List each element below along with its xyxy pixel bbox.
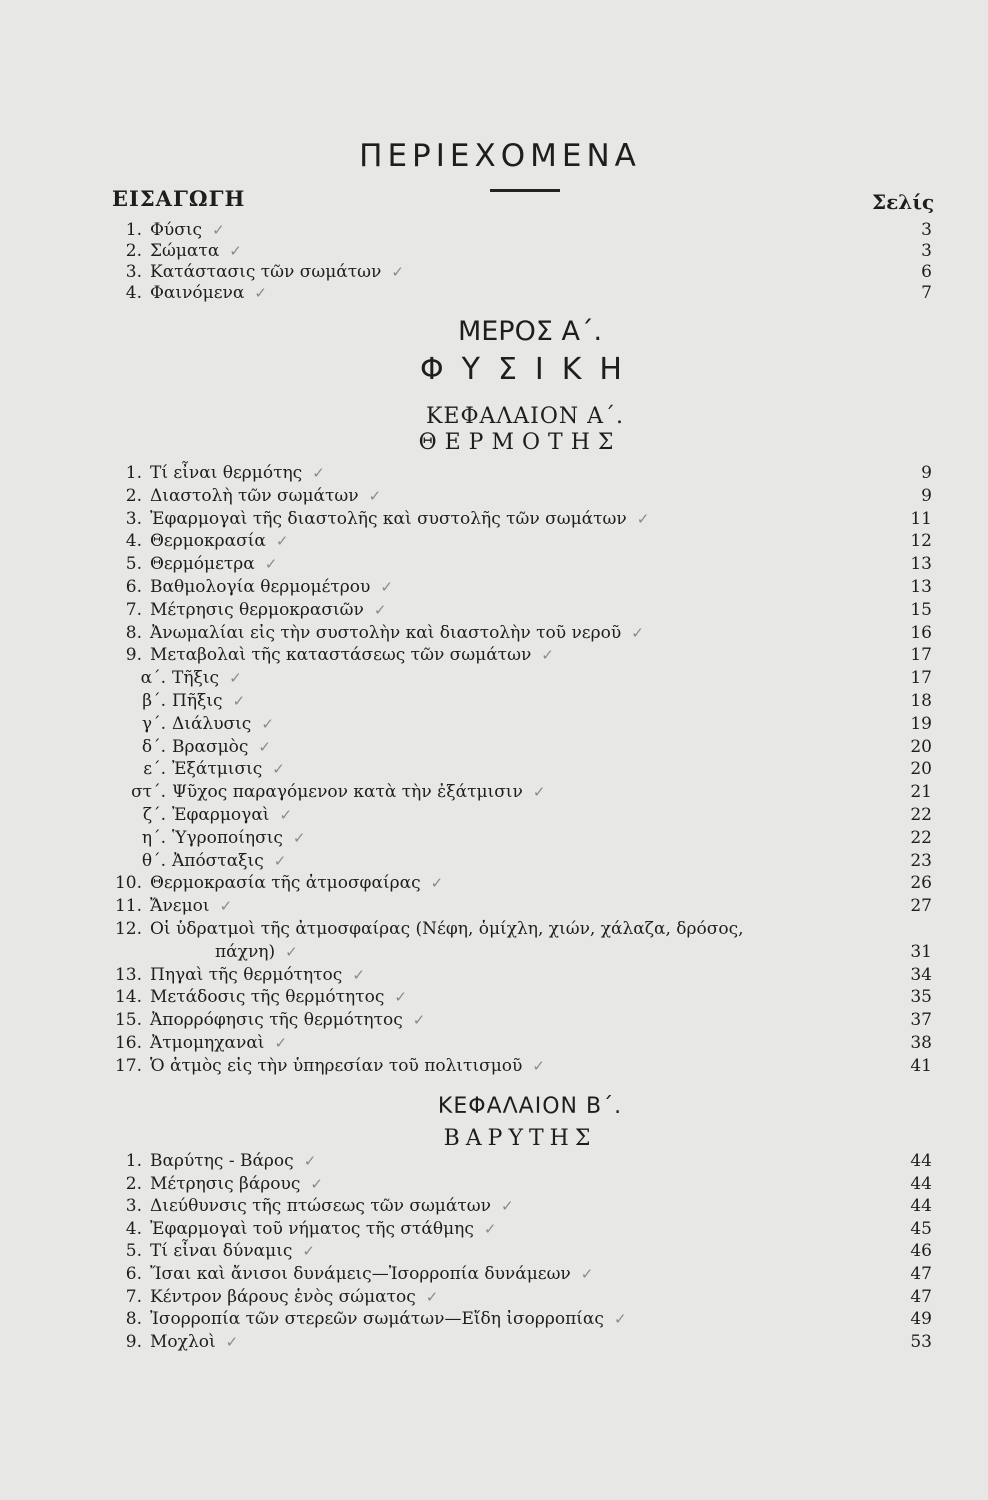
toc-entry xyxy=(0,1195,988,1217)
toc-entry-page: 44 xyxy=(910,1196,932,1217)
toc-entry-page: 21 xyxy=(910,782,932,803)
toc-entry-title: Ψῦχος παραγόμενον κατὰ τὴν ἐξάτμισιν ✓ xyxy=(172,782,546,803)
toc-entry xyxy=(0,1240,988,1262)
toc-entry xyxy=(0,1286,988,1308)
pencil-checkmark-icon: ✓ xyxy=(229,242,242,260)
toc-entry xyxy=(0,599,988,621)
toc-entry xyxy=(0,736,988,758)
toc-entry-number: γ΄. xyxy=(141,713,166,734)
pencil-checkmark-icon: ✓ xyxy=(532,783,546,802)
pencil-checkmark-icon: ✓ xyxy=(254,284,267,302)
toc-entry xyxy=(0,1173,988,1195)
toc-entry-title: Βαθμολογία θερμομέτρου ✓ xyxy=(150,577,393,597)
pencil-checkmark-icon: ✓ xyxy=(302,1242,315,1261)
subject-title: ΦΥΣΙΚΗ xyxy=(420,352,640,387)
introduction-heading: ΕΙΣΑΓΩΓΗ xyxy=(112,186,246,211)
toc-entry-title: Βαρύτης - Βάρος ✓ xyxy=(150,1151,317,1171)
toc-entry-title: Θερμοκρασία ✓ xyxy=(150,531,289,552)
pencil-checkmark-icon: ✓ xyxy=(394,988,407,1007)
toc-entry xyxy=(0,941,988,963)
toc-entry-title: Πῆξις ✓ xyxy=(172,691,246,711)
toc-entry-title: Θερμόμετρα ✓ xyxy=(150,554,278,575)
toc-entry-page: 20 xyxy=(910,759,932,780)
chapter-2-title: ΒΑΡΥΤΗΣ xyxy=(443,1126,597,1151)
part-title: ΜΕΡΟΣ Α΄. xyxy=(457,316,603,347)
toc-entry-number: 17. xyxy=(114,1055,142,1076)
toc-entry-number: 14. xyxy=(114,987,142,1008)
toc-entry-title: Ἐξάτμισις ✓ xyxy=(172,759,285,780)
toc-entry xyxy=(0,758,988,780)
pencil-checkmark-icon: ✓ xyxy=(631,623,644,642)
toc-entry-title: Σώματα ✓ xyxy=(150,241,242,261)
pencil-checkmark-icon: ✓ xyxy=(258,737,271,756)
toc-entry xyxy=(0,1308,988,1330)
toc-entry-number: 11. xyxy=(114,896,142,917)
toc-entry xyxy=(0,781,988,803)
pencil-checkmark-icon: ✓ xyxy=(219,897,233,916)
toc-entry-title: Ἀνωμαλίαι εἰς τὴν συστολὴν καὶ διαστολὴν τοῦ νεροῦ ✓ xyxy=(150,622,644,643)
chapter-2-label: ΚΕΦΑΛΑΙΟΝ Β΄. xyxy=(437,1094,623,1119)
toc-entry-page: 37 xyxy=(910,1010,932,1031)
pencil-checkmark-icon: ✓ xyxy=(425,1287,439,1306)
toc-entry-page: 11 xyxy=(910,508,932,529)
toc-entry-page: 35 xyxy=(910,987,932,1008)
toc-entry-number: 1. xyxy=(125,1151,142,1171)
toc-entry-number: 13. xyxy=(114,964,142,985)
toc-entry-number: 4. xyxy=(125,531,142,552)
toc-entry xyxy=(0,690,988,712)
toc-entry xyxy=(0,576,988,598)
toc-entry-number: θ΄. xyxy=(141,850,166,871)
pencil-checkmark-icon: ✓ xyxy=(613,1310,627,1329)
pencil-checkmark-icon: ✓ xyxy=(580,1265,594,1283)
pencil-checkmark-icon: ✓ xyxy=(483,1219,497,1238)
toc-entry xyxy=(0,895,988,917)
toc-entry-page: 6 xyxy=(921,262,932,282)
pencil-checkmark-icon: ✓ xyxy=(274,1034,288,1052)
toc-entry xyxy=(0,1032,988,1054)
toc-entry xyxy=(0,1009,988,1031)
toc-entry-number: 12. xyxy=(114,919,142,939)
toc-entry-title: πάχνη) ✓ xyxy=(215,941,298,962)
toc-entry-page: 16 xyxy=(910,622,932,643)
toc-entry-page: 13 xyxy=(910,554,932,575)
pencil-checkmark-icon: ✓ xyxy=(264,555,278,574)
toc-entry xyxy=(0,219,988,241)
pencil-checkmark-icon: ✓ xyxy=(391,263,404,281)
toc-entry-title: Ἐφαρμογαὶ ✓ xyxy=(172,805,293,825)
toc-entry-number: 1. xyxy=(125,220,142,240)
toc-entry xyxy=(0,553,988,575)
toc-entry-number: 9. xyxy=(125,1331,142,1352)
toc-entry-title: Ἐφαρμογαὶ τοῦ νήματος τῆς στάθμης ✓ xyxy=(150,1218,497,1239)
toc-entry-number: 16. xyxy=(114,1033,142,1053)
toc-entry-title: Τῆξις ✓ xyxy=(172,668,242,689)
toc-entry xyxy=(0,1150,988,1172)
toc-entry-page: 34 xyxy=(910,964,932,985)
toc-entry xyxy=(0,240,988,262)
toc-entry-number: 4. xyxy=(125,1218,142,1239)
toc-entry-title: Βρασμὸς ✓ xyxy=(172,736,271,757)
toc-entry xyxy=(0,850,988,872)
toc-entry-number: 1. xyxy=(125,463,142,483)
toc-entry-page: 44 xyxy=(910,1151,932,1171)
toc-entry-title: Μοχλοὶ ✓ xyxy=(150,1331,239,1352)
toc-entry-page: 9 xyxy=(921,463,932,483)
toc-entry xyxy=(0,1331,988,1353)
pencil-checkmark-icon: ✓ xyxy=(310,1174,323,1193)
toc-entry-page: 19 xyxy=(910,713,932,734)
toc-entry-title: Τί εἶναι θερμότης ✓ xyxy=(150,463,325,483)
toc-entry-number: 10. xyxy=(114,873,142,894)
pencil-checkmark-icon: ✓ xyxy=(500,1197,514,1216)
toc-entry-title: Ἀπορρόφησις τῆς θερμότητος ✓ xyxy=(150,1010,426,1031)
toc-entry xyxy=(0,282,988,304)
toc-entry-title: Ἀτμομηχαναὶ ✓ xyxy=(150,1033,288,1053)
toc-entry xyxy=(0,918,988,940)
pencil-checkmark-icon: ✓ xyxy=(273,851,287,870)
toc-entry-title: Ἴσαι καὶ ἄνισοι δυνάμεις—Ἰσορροπία δυνάμεων ✓ xyxy=(150,1264,594,1284)
toc-entry xyxy=(0,713,988,735)
toc-entry-page: 17 xyxy=(910,668,932,689)
toc-entry xyxy=(0,1263,988,1285)
toc-entry-page: 9 xyxy=(921,485,932,506)
toc-entry-page: 3 xyxy=(921,220,932,240)
toc-entry xyxy=(0,964,988,986)
toc-entry-page: 38 xyxy=(910,1033,932,1053)
toc-entry-page: 53 xyxy=(910,1331,932,1352)
toc-entry xyxy=(0,261,988,283)
toc-entry-title: Μετάδοσις τῆς θερμότητος ✓ xyxy=(150,987,407,1008)
pencil-checkmark-icon: ✓ xyxy=(292,828,306,847)
toc-entry-number: 9. xyxy=(125,645,142,666)
toc-entry-page: 31 xyxy=(910,941,932,962)
toc-entry-title: Ἀπόσταξις ✓ xyxy=(172,850,287,871)
toc-entry-page: 17 xyxy=(910,645,932,666)
toc-entry-number: 3. xyxy=(125,508,142,529)
toc-entry-number: στ΄. xyxy=(131,782,166,803)
toc-entry-number: 8. xyxy=(125,1309,142,1330)
pencil-checkmark-icon: ✓ xyxy=(532,1056,545,1075)
toc-entry-number: 3. xyxy=(125,262,142,282)
title-rule xyxy=(490,189,560,192)
toc-entry-number: δ΄. xyxy=(141,736,166,757)
chapter-1-label: ΚΕΦΑΛΑΙΟΝ Α΄. xyxy=(425,404,625,429)
toc-entry-page: 15 xyxy=(910,599,932,620)
toc-entry-number: 2. xyxy=(125,241,142,261)
toc-entry xyxy=(0,462,988,484)
pencil-checkmark-icon: ✓ xyxy=(541,646,554,665)
toc-entry-title: Πηγαὶ τῆς θερμότητος ✓ xyxy=(150,964,365,985)
toc-entry-page: 47 xyxy=(910,1264,932,1284)
toc-entry xyxy=(0,1055,988,1077)
pencil-checkmark-icon: ✓ xyxy=(285,942,298,961)
toc-entry-page: 23 xyxy=(910,850,932,871)
toc-entry-page: 26 xyxy=(910,873,932,894)
pencil-checkmark-icon: ✓ xyxy=(261,714,274,733)
toc-entry-number: 7. xyxy=(125,599,142,620)
toc-entry-number: 2. xyxy=(125,1173,142,1194)
toc-entry xyxy=(0,872,988,894)
toc-entry-page: 49 xyxy=(910,1309,932,1330)
pencil-checkmark-icon: ✓ xyxy=(275,532,289,551)
toc-entry-title: Κατάστασις τῶν σωμάτων ✓ xyxy=(150,262,404,282)
toc-entry-title: Κέντρον βάρους ἑνὸς σώματος ✓ xyxy=(150,1286,439,1307)
toc-entry-title: Διεύθυνσις τῆς πτώσεως τῶν σωμάτων ✓ xyxy=(150,1196,514,1217)
toc-entry-title: Μεταβολαὶ τῆς καταστάσεως τῶν σωμάτων ✓ xyxy=(150,645,554,666)
pencil-checkmark-icon: ✓ xyxy=(229,669,242,688)
toc-entry-title: Μέτρησις βάρους ✓ xyxy=(150,1173,323,1194)
toc-entry-title: Θερμοκρασία τῆς ἀτμοσφαίρας ✓ xyxy=(150,873,444,894)
toc-entry-page: 13 xyxy=(910,577,932,597)
toc-entry-title: Ἐφαρμογαὶ τῆς διαστολῆς καὶ συστολῆς τῶν σωμάτων ✓ xyxy=(150,508,650,529)
pencil-checkmark-icon: ✓ xyxy=(352,965,365,984)
toc-entry-number: 3. xyxy=(125,1196,142,1217)
page-title: ΠΕΡΙΕΧΟΜΕΝΑ xyxy=(359,138,641,174)
chapter-1-title: ΘΕΡΜΟΤΗΣ xyxy=(418,430,622,455)
toc-entry-page: 12 xyxy=(910,531,932,552)
toc-entry-page: 18 xyxy=(910,691,932,711)
page-column-header: Σελίς xyxy=(872,190,935,214)
toc-entry-number: 7. xyxy=(125,1286,142,1307)
toc-entry-page: 22 xyxy=(910,827,932,848)
pencil-checkmark-icon: ✓ xyxy=(225,1332,239,1351)
pencil-checkmark-icon: ✓ xyxy=(412,1011,426,1030)
toc-entry-number: 8. xyxy=(125,622,142,643)
toc-entry-number: 6. xyxy=(125,577,142,597)
toc-entry-number: ζ΄. xyxy=(142,805,166,825)
toc-entry xyxy=(0,986,988,1008)
toc-entry-page: 46 xyxy=(910,1241,932,1262)
toc-entry-title: Οἱ ὑδρατμοὶ τῆς ἀτμοσφαίρας (Νέφη, ὁμίχλη, χιών, χάλαζα, δρόσος, xyxy=(150,919,744,939)
toc-entry-number: 2. xyxy=(125,485,142,506)
toc-entry-title: Τί εἶναι δύναμις ✓ xyxy=(150,1241,315,1262)
pencil-checkmark-icon: ✓ xyxy=(212,221,225,239)
toc-entry-title: Μέτρησις θερμοκρασιῶν ✓ xyxy=(150,599,387,620)
toc-entry xyxy=(0,1218,988,1240)
toc-entry-page: 44 xyxy=(910,1173,932,1194)
toc-entry-number: β΄. xyxy=(142,691,166,711)
toc-entry-page: 45 xyxy=(910,1218,932,1239)
toc-entry-number: 15. xyxy=(114,1010,142,1031)
toc-entry-page: 41 xyxy=(910,1055,932,1076)
toc-entry xyxy=(0,667,988,689)
toc-entry-page: 7 xyxy=(921,283,932,303)
toc-entry xyxy=(0,644,988,666)
pencil-checkmark-icon: ✓ xyxy=(312,464,325,482)
toc-entry-page: 22 xyxy=(910,805,932,825)
toc-entry-title: Ἰσορροπία τῶν στερεῶν σωμάτων—Εἴδη ἰσορροπίας ✓ xyxy=(150,1309,627,1330)
toc-entry-title: Ἄνεμοι ✓ xyxy=(150,896,233,917)
toc-entry-number: ε΄. xyxy=(143,759,166,780)
toc-entry-number: α΄. xyxy=(140,668,166,689)
pencil-checkmark-icon: ✓ xyxy=(368,486,382,505)
toc-entry-title: Φαινόμενα ✓ xyxy=(150,283,267,303)
toc-entry-number: 4. xyxy=(125,283,142,303)
toc-entry-page: 20 xyxy=(910,736,932,757)
toc-entry-page: 27 xyxy=(910,896,932,917)
toc-entry-title: Διάλυσις ✓ xyxy=(172,713,274,734)
toc-entry-number: η΄. xyxy=(141,827,166,848)
toc-entry-page: 47 xyxy=(910,1286,932,1307)
toc-entry xyxy=(0,485,988,507)
pencil-checkmark-icon: ✓ xyxy=(272,760,285,779)
toc-entry xyxy=(0,530,988,552)
toc-entry xyxy=(0,827,988,849)
toc-entry-title: Διαστολὴ τῶν σωμάτων ✓ xyxy=(150,485,382,506)
pencil-checkmark-icon: ✓ xyxy=(232,692,246,710)
toc-entry xyxy=(0,508,988,530)
pencil-checkmark-icon: ✓ xyxy=(303,1152,317,1170)
toc-entry-number: 5. xyxy=(125,554,142,575)
pencil-checkmark-icon: ✓ xyxy=(636,509,650,528)
pencil-checkmark-icon: ✓ xyxy=(373,600,387,619)
pencil-checkmark-icon: ✓ xyxy=(430,874,444,893)
toc-entry xyxy=(0,622,988,644)
toc-entry-page: 3 xyxy=(921,241,932,261)
toc-entry-title: Φύσις ✓ xyxy=(150,220,225,240)
toc-entry-number: 6. xyxy=(125,1264,142,1284)
toc-entry-title: Ὁ ἀτμὸς εἰς τὴν ὑπηρεσίαν τοῦ πολιτισμοῦ ✓ xyxy=(150,1055,545,1076)
toc-entry-title: Ὑγροποίησις ✓ xyxy=(172,827,306,848)
toc-entry-number: 5. xyxy=(125,1241,142,1262)
toc-entry xyxy=(0,804,988,826)
pencil-checkmark-icon: ✓ xyxy=(380,578,393,596)
pencil-checkmark-icon: ✓ xyxy=(279,806,293,824)
